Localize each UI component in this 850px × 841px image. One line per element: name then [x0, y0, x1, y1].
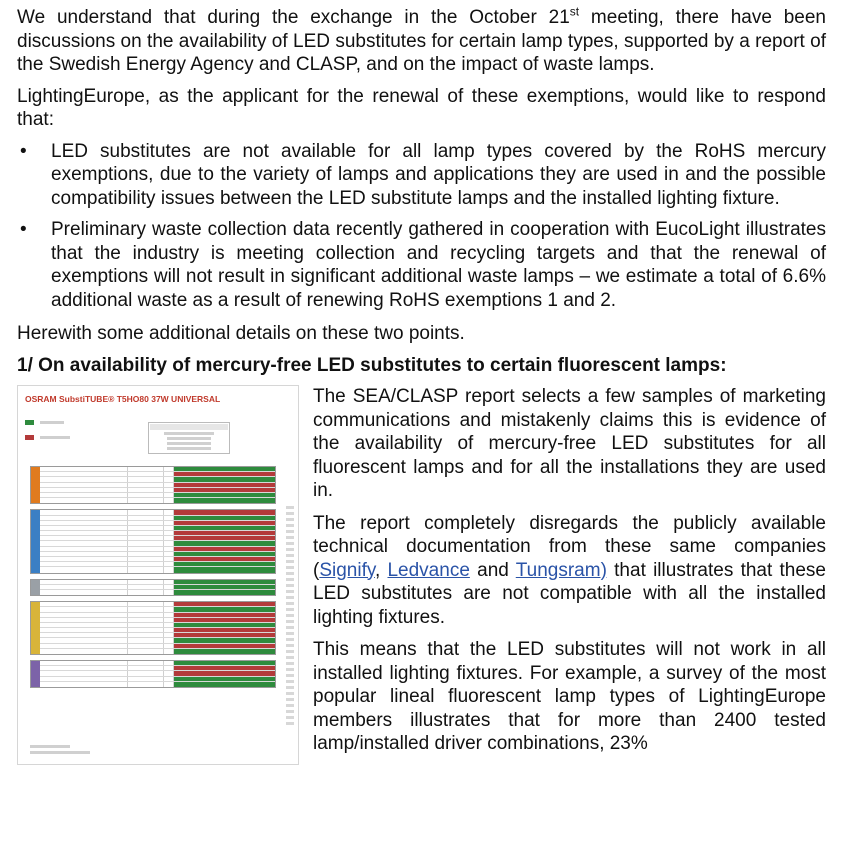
status-cell — [174, 638, 275, 642]
status-cell — [174, 547, 275, 551]
table-group — [30, 579, 276, 597]
group-tag — [31, 580, 40, 596]
section-heading: 1/ On availability of mercury-free LED substitutes to certain fluorescent lamps: — [17, 354, 727, 376]
table-group — [30, 509, 276, 573]
compatibility-table — [30, 466, 276, 693]
compatibility-datasheet-image — [17, 385, 299, 765]
status-cell — [174, 567, 275, 572]
status-cell — [174, 644, 275, 648]
status-cell — [174, 602, 275, 606]
table-row — [40, 590, 275, 595]
status-cell — [174, 661, 275, 665]
table-group — [30, 466, 276, 504]
status-cell — [174, 677, 275, 681]
product-box — [148, 422, 230, 454]
group-tag — [31, 661, 40, 687]
status-cell — [174, 472, 275, 476]
status-cell — [174, 493, 275, 497]
report-paragraph: The SEA/CLASP report selects a few samples of marketing communications and mistakenly claims this is evidence of the availability of mercury-free LED substitutes for all fluorescent lamps and for all the installations they are used in. — [313, 386, 826, 501]
details-paragraph: Herewith some additional details on these two points. — [17, 323, 465, 344]
status-cell — [174, 633, 275, 637]
table-group — [30, 601, 276, 655]
table-row — [40, 498, 275, 503]
legend-swatch-green — [25, 420, 34, 425]
figure-title: OSRAM SubstiTUBE® T5HO80 37W UNIVERSAL — [25, 394, 221, 404]
status-cell — [174, 682, 275, 687]
status-cell — [174, 541, 275, 545]
status-cell — [174, 607, 275, 611]
status-cell — [174, 590, 275, 595]
status-cell — [174, 521, 275, 525]
status-cell — [174, 516, 275, 520]
status-cell — [174, 562, 275, 566]
figure-subtitle-scribble — [25, 404, 291, 412]
status-cell — [174, 557, 275, 561]
status-cell — [174, 585, 275, 589]
documentation-paragraph: The report completely disregards the publicly available technical documentation from these same companies (Signify, Ledvance and Tungsram) that illustrates that these LED substitutes are not compatible with all the installed lighting fixtures. — [313, 512, 826, 628]
status-cell — [174, 498, 275, 503]
bullet-dot-icon: • — [20, 219, 27, 240]
bullet-item: • LED substitutes are not available for all lamp types covered by the RoHS mercury exemptions, due to the variety of lamps and applications they are used in and the possible compatibility issues between the LED substitute lamps and the installed lighting fixture. — [20, 140, 826, 209]
status-cell — [174, 531, 275, 535]
tungsram-link[interactable]: Tungsram) — [515, 559, 607, 581]
status-cell — [174, 536, 275, 540]
intro-paragraph: We understand that during the exchange in the October 21st meeting, there have been discussions on the availability of LED substitutes for certain lamp types, supported by a report of the Swedish Energy Agency and CLASP, and on the impact of waste lamps. — [17, 4, 826, 75]
status-cell — [174, 649, 275, 654]
group-tag — [31, 467, 40, 503]
signify-link[interactable]: Signify — [319, 559, 375, 581]
legend-swatch-red — [25, 435, 34, 440]
status-cell — [174, 666, 275, 670]
survey-paragraph: This means that the LED substitutes will not work in all installed lighting fixtures. For example, a survey of the most popular lineal fluorescent lamp types of LightingEurope members illustrates that for more than 2400 tested lamp/installed driver combinations, 23% — [313, 639, 826, 754]
figure-footnote — [30, 745, 90, 754]
status-cell — [174, 483, 275, 487]
bullet-list — [17, 140, 826, 313]
status-cell — [174, 467, 275, 471]
table-row — [40, 649, 275, 654]
response-paragraph: LightingEurope, as the applicant for the renewal of these exemptions, would like to respond that: — [17, 85, 826, 130]
table-group — [30, 660, 276, 688]
group-tag — [31, 602, 40, 654]
figure-side-caption — [286, 506, 294, 726]
bullet-item: • Preliminary waste collection data recently gathered in cooperation with EucoLight illustrates that the industry is meeting collection and recycling targets and that the renewal of exemptions will not result in significant additional waste lamps – we estimate a total of 6.6% additional waste as a result of renewing RoHS exemptions 1 and 2. — [20, 219, 826, 311]
status-cell — [174, 510, 275, 514]
status-cell — [174, 488, 275, 492]
status-cell — [174, 580, 275, 584]
section-body — [17, 385, 826, 765]
table-row — [40, 567, 275, 572]
right-column-text — [313, 385, 826, 765]
ledvance-link[interactable]: Ledvance — [387, 559, 470, 581]
status-cell — [174, 671, 275, 675]
status-cell — [174, 526, 275, 530]
bullet-dot-icon: • — [20, 140, 27, 162]
table-row — [40, 682, 275, 687]
status-cell — [174, 618, 275, 622]
group-tag — [31, 510, 40, 572]
status-cell — [174, 623, 275, 627]
status-cell — [174, 552, 275, 556]
status-cell — [174, 477, 275, 481]
status-cell — [174, 613, 275, 617]
status-cell — [174, 628, 275, 632]
